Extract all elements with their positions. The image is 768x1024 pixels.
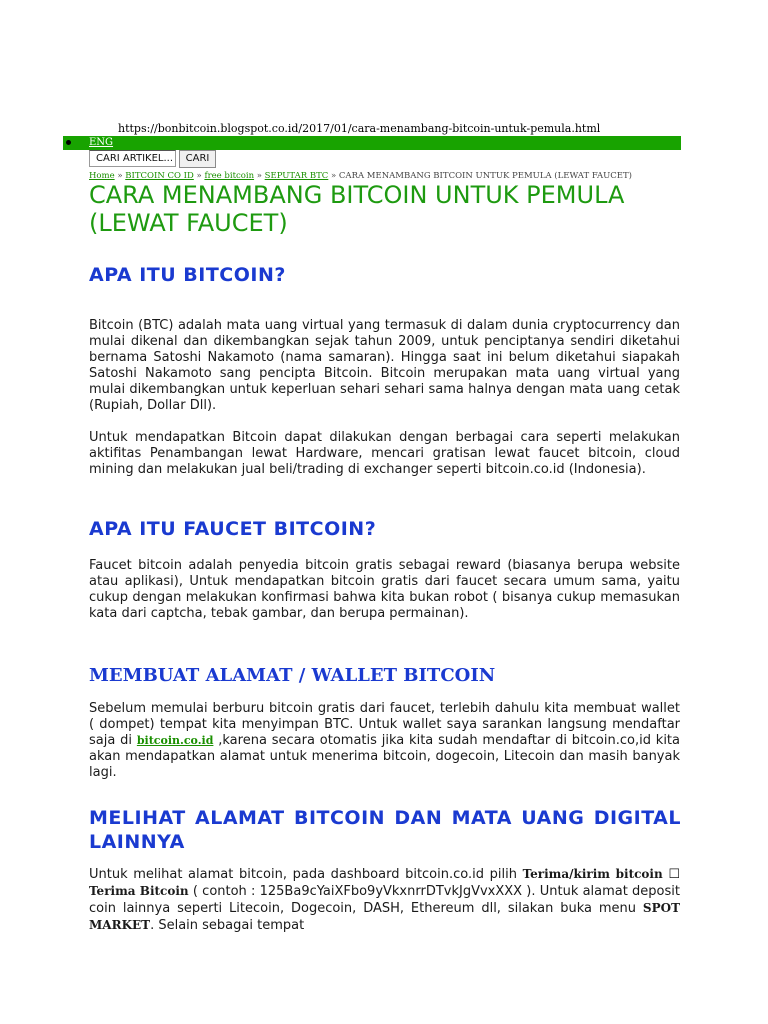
nav-bar bbox=[63, 136, 681, 150]
breadcrumb-bitcoin-co-id[interactable]: BITCOIN CO ID bbox=[125, 171, 194, 181]
paragraph: Faucet bitcoin adalah penyedia bitcoin gratis sebagai reward (biasanya berupa website atau aplikasi), Untuk mendapatkan bitcoin gratis dari faucet secara umum sama, yaitu cukup dengan melakukan konfirmasi bahwa kita bukan robot ( bisanya cukup memasukan kata dari captcha, tebak gambar, dan berupa permainan). bbox=[89, 558, 680, 621]
breadcrumb-free-bitcoin[interactable]: free bitcoin bbox=[204, 171, 255, 181]
article-title: CARA MENAMBANG BITCOIN UNTUK PEMULA (LEWAT FAUCET) bbox=[89, 181, 625, 237]
breadcrumb-separator: » bbox=[256, 171, 262, 181]
breadcrumb-home[interactable]: Home bbox=[89, 171, 115, 181]
breadcrumb-separator: » bbox=[196, 171, 202, 181]
language-link-eng[interactable]: ENG bbox=[89, 137, 114, 148]
list-bullet bbox=[66, 140, 71, 145]
paragraph: Bitcoin (BTC) adalah mata uang virtual yang termasuk di dalam dunia cryptocurrency dan mulai dikenal dan dikembangkan sejak tahun 2009, untuk penciptanya sendiri diketahui bernama Satoshi Nakamoto (nama samaran). Hingga saat ini belum diketahui siapakah Satoshi Nakamoto sang pencipta Bitcoin. Bitcoin merupakan mata uang virtual yang mulai dikembangkan untuk keperluan sehari sehari sama halnya dengan mata uang cetak (Rupiah, Dollar Dll). bbox=[89, 318, 680, 413]
breadcrumb-separator: » bbox=[117, 171, 123, 181]
breadcrumb bbox=[89, 171, 632, 181]
breadcrumb-current: CARA MENAMBANG BITCOIN UNTUK PEMULA (LEWAT FAUCET) bbox=[338, 171, 632, 181]
search-button[interactable]: CARI bbox=[179, 150, 216, 168]
section-heading-membuat-wallet: MEMBUAT ALAMAT / WALLET BITCOIN bbox=[89, 665, 496, 686]
search-input[interactable]: CARI ARTIKEL... bbox=[89, 150, 176, 167]
section-heading-apa-itu-faucet: APA ITU FAUCET BITCOIN? bbox=[89, 518, 377, 540]
paragraph: Untuk mendapatkan Bitcoin dapat dilakukan dengan berbagai cara seperti melakukan aktifitas Penambangan lewat Hardware, mencari gratisan lewat faucet bitcoin, cloud mining dan melakukan jual beli/trading di exchanger seperti bitcoin.co.id (Indonesia). bbox=[89, 430, 680, 477]
breadcrumb-seputar-btc[interactable]: SEPUTAR BTC bbox=[264, 171, 329, 181]
breadcrumb-separator: » bbox=[331, 171, 337, 181]
page-url: https://bonbitcoin.blogspot.co.id/2017/01/cara-menambang-bitcoin-untuk-pemula.html bbox=[118, 122, 601, 135]
section-heading-melihat-alamat: MELIHAT ALAMAT BITCOIN DAN MATA UANG DIGITAL LAINNYA bbox=[89, 807, 681, 853]
paragraph: Sebelum memulai berburu bitcoin gratis dari faucet, terlebih dahulu kita membuat wallet ( dompet) tempat kita menyimpan BTC. Untuk wallet saya sarankan langsung mendaftar saja di bitcoin.co.id ,karena secara otomatis jika kita sudah mendaftar di bitcoin.co,id kita akan mendapatkan alamat untuk menerima bitcoin, dogecoin, Litecoin dan masih banyak lagi. bbox=[89, 701, 680, 780]
paragraph: Untuk melihat alamat bitcoin, pada dashboard bitcoin.co.id pilih Terima/kirim bitcoin ☐ Terima Bitcoin ( contoh : 125Ba9cYaiXFbo9yVkxnrrDTvkJgVvxXXX ). Untuk alamat deposit coin lainnya seperti Litecoin, Dogecoin, DASH, Ethereum dll, silakan buka menu SPOT MARKET. Selain sebagai tempat bbox=[89, 867, 680, 933]
bitcoin-co-id-link[interactable]: bitcoin.co.id bbox=[136, 734, 214, 747]
section-heading-apa-itu-bitcoin: APA ITU BITCOIN? bbox=[89, 264, 286, 286]
